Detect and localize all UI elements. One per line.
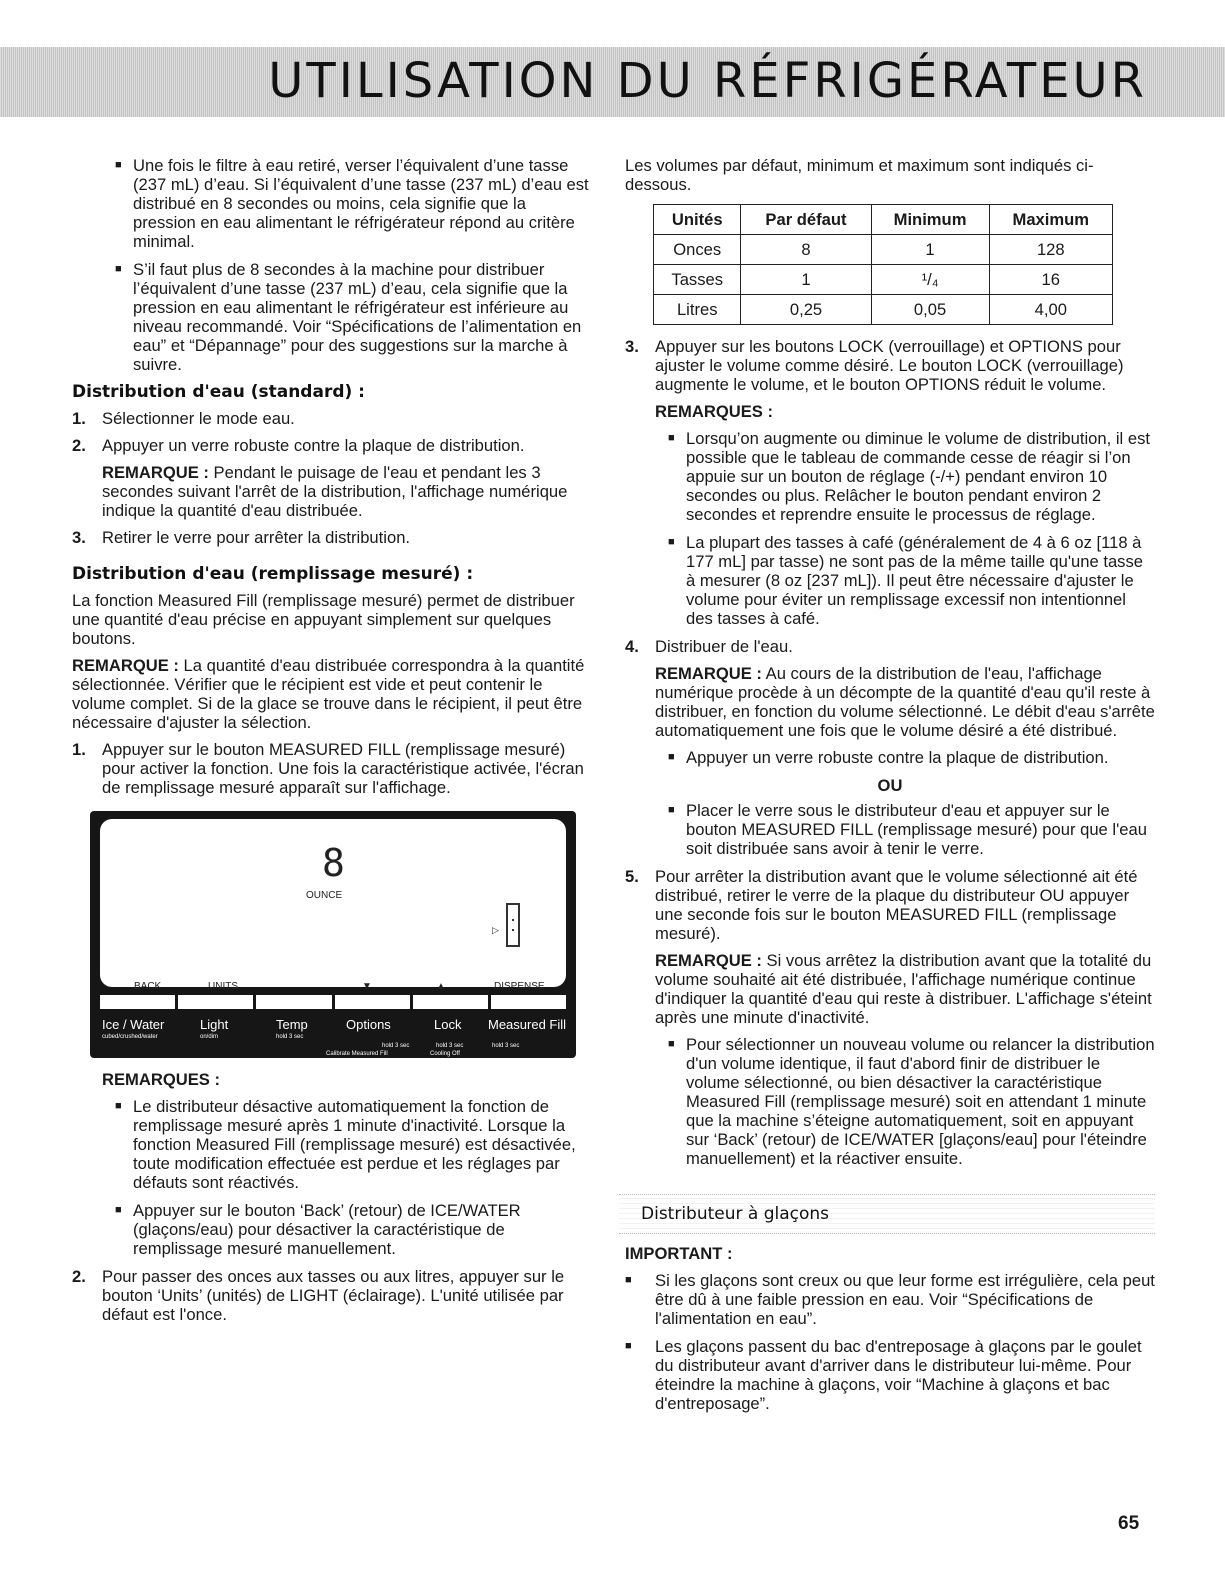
down-arrow-icon: ▼ [362,981,372,992]
cooling-off-label: Cooling Off [430,1051,460,1057]
unit-label: OUNCE [306,890,343,901]
right-column [625,156,1155,1422]
header-banner [0,47,1225,117]
remarks-label: REMARQUES : [102,1070,221,1089]
volume-table [653,204,1113,325]
up-arrow-icon: ▲ [436,981,446,992]
note: REMARQUE : La quantité d'eau distribuée correspondra à la quantité sélectionnée. Vérifier que le récipient est vide et peut contenir le volume complet. Si de la glace se trouve dans le récipient, il peut être nécessaire d'ajuster la sélection. [72,656,585,732]
list-item: ■ Le distributeur désactive automatiquement la fonction de remplissage mesuré après 1 minute d'inactivité. Lorsque la fonction Measured Fill (remplissage mesuré) est désactivée, toute modification effectuée est perdue et les réglages par défauts sont réactivés. [72,1097,590,1192]
important-label: IMPORTANT : [625,1244,733,1263]
section-heading-measured-fill: Distribution d'eau (remplissage mesuré) : [72,564,474,584]
step-item: 3. Appuyer sur les boutons LOCK (verrouillage) et OPTIONS pour ajuster le volume comme désiré. Le bouton LOCK (verrouillage) augmente le volume, et le bouton OPTIONS réduit le volume. [625,337,1124,394]
paragraph: La fonction Measured Fill (remplissage mesuré) permet de distribuer une quantité d'eau précise en appuyant simplement sur quelques boutons. [72,591,575,648]
list-item: ■ Pour sélectionner un nouveau volume ou relancer la distribution d'un volume identique, il faut d'abord finir de distribuer le volume sélectionné, ou bien désactiver la caractéristique Measured Fill (remplissage mesuré) soit en attendant 1 minute que la machine s’éteigne automatiquement, soit en appuyant sur ‘Back’ (retour) de ICE/WATER [glaçons/eau] pour l'éteindre manuellement) et la réactiver ensuite. [625,1035,1155,1168]
hold-label: hold 3 sec [382,1043,410,1049]
list-item: ■ La plupart des tasses à café (généralement de 4 à 6 oz [118 à 177 mL] par tasse) ne sont pas de la même taille qu'une tasse à mesurer (8 oz [237 mL]). Il peut être nécessaire d'ajuster le volume pour éviter un remplissage excessif non intentionnel des tasses à café. [625,533,1155,628]
options-button: Options [346,1017,391,1032]
lock-button: Lock [434,1017,462,1032]
left-column [72,156,590,1332]
screen-label-back: BACK [134,981,162,992]
volume-digit: 8 [322,841,345,885]
ice-water-button: Ice / Water cubed/crushed/water [102,1017,165,1040]
section-heading-standard: Distribution d'eau (standard) : [72,382,365,402]
paragraph: Les volumes par défaut, minimum et maximum sont indiqués ci-dessous. [625,156,1094,194]
screen-label-units: UNITS [208,981,238,992]
control-panel-illustration [90,811,576,1058]
table-header: Par défaut [741,205,871,235]
measured-fill-button: Measured Fill [488,1017,567,1032]
table-row: Litres 0,25 0,05 4,00 [654,295,1113,325]
hold-label: hold 3 sec [436,1043,464,1049]
list-item: ■ Placer le verre sous le distributeur d'eau et appuyer sur le bouton MEASURED FILL (remplissage mesuré) pour que l'eau soit distribuée sans avoir à tenir le verre. [625,801,1155,858]
note: REMARQUE : Pendant le puisage de l'eau et pendant les 3 secondes suivant l'arrêt de la distribution, l'affichage numérique indique la quantité d'eau distribuée. [102,463,568,520]
table-row: Tasses 1 ¹/₄ 16 [654,265,1113,295]
list-item: ■ Les glaçons passent du bac d'entreposage à glaçons par le goulet du distributeur avant d'arriver dans le distributeur lui-même. Pour éteindre la machine à glaçons, voir “Machine à glaçons et bac d'entreposage”. [625,1337,1155,1413]
table-header: Unités [654,205,741,235]
page-title: UTILISATION DU RÉFRIGÉRATEUR [268,53,1147,109]
step-item: 4. Distribuer de l'eau. [625,637,793,656]
display-screen [100,819,566,992]
list-item: ■ Si les glaçons sont creux ou que leur forme est irrégulière, cela peut être dû à une faible pression en eau. Voir “Spécifications de l'alimentation en eau”. [625,1271,1155,1328]
table-header: Maximum [989,205,1112,235]
step-item: 2. Appuyer un verre robuste contre la plaque de distribution. [72,436,525,455]
step-item: 5. Pour arrêter la distribution avant que le volume sélectionné ait été distribué, retirer le verre de la plaque du distributeur OU appuyer une seconde fois sur le bouton MEASURED FILL (remplissage mesuré). [625,867,1138,943]
list-item: ■ S’il faut plus de 8 secondes à la machine pour distribuer l’équivalent d’une tasse (237 mL) d’eau, cela signifie que la pression en eau alimentant le réfrigérateur est inférieure au niveau recommandé. Voir “Spécifications de l’alimentation en eau” et “Dépannage” pour des suggestions sur la marche à suivre. [72,260,590,374]
light-button: Light on/dim [200,1017,229,1040]
list-item: ■ Appuyer un verre robuste contre la plaque de distribution. [625,748,1155,767]
list-item: ■ Appuyer sur le bouton ‘Back’ (retour) de ICE/WATER (glaçons/eau) pour désactiver la caractéristique de remplissage mesuré manuellement. [72,1201,590,1258]
section-heading-ice-dispenser: Distributeur à glaçons [619,1194,1155,1234]
list-item: ■ Une fois le filtre à eau retiré, verser l’équivalent d’une tasse (237 mL) d’eau. Si l’équivalent d’une tasse (237 mL) d’eau est distribué en 8 secondes ou moins, cela signifie que la pression en eau alimentant le réfrigérateur répond au critère minimal. [72,156,590,251]
step-item: 3. Retirer le verre pour arrêter la distribution. [72,528,411,547]
pointer-icon: ▷ [492,925,499,935]
step-item: 1. Sélectionner le mode eau. [72,409,295,428]
screen-label-dispense: DISPENSE [494,981,545,992]
calibrate-label: Calibrate Measured Fill [326,1051,388,1057]
note: REMARQUE : Si vous arrêtez la distribution avant que la totalité du volume souhaité ait été distribuée, l'affichage numérique continue d'indiquer la quantité d'eau qui reste à distribuer. L'affichage s'éteint après une minute d'inactivité. [655,951,1152,1027]
button-strip [100,995,566,1009]
remarks-label: REMARQUES : [655,402,774,421]
page-number: 65 [1118,1513,1140,1534]
step-item: 2. Pour passer des onces aux tasses ou aux litres, appuyer sur le bouton ‘Units’ (unités) de LIGHT (éclairage). L'unité utilisée par défaut est l'once. [72,1267,565,1324]
table-row: Onces 8 1 128 [654,235,1113,265]
volume-meter-icon [506,903,520,947]
table-header: Minimum [871,205,989,235]
temp-button: Temp hold 3 sec [276,1017,308,1040]
hold-label: hold 3 sec [492,1043,520,1049]
note: REMARQUE : Au cours de la distribution de l'eau, l'affichage numérique procède à un décompte de la quantité d'eau qu'il reste à distribuer, en fonction du volume sélectionné. Le débit d'eau s'arrête automatiquement une fois que le volume désiré a été distribué. [655,664,1155,740]
step-item: 1. Appuyer sur le bouton MEASURED FILL (remplissage mesuré) pour activer la fonction. Une fois la caractéristique activée, l'écran de remplissage mesuré apparaît sur l'affichage. [72,740,584,797]
or-label: OU [877,776,903,795]
list-item: ■ Lorsqu’on augmente ou diminue le volume de distribution, il est possible que le tableau de commande cesse de réagir si l’on appuie sur un bouton de réglage (-/+) pendant environ 10 secondes ou plus. Relâcher le bouton pendant environ 2 secondes et reprendre ensuite le processus de réglage. [625,429,1155,524]
